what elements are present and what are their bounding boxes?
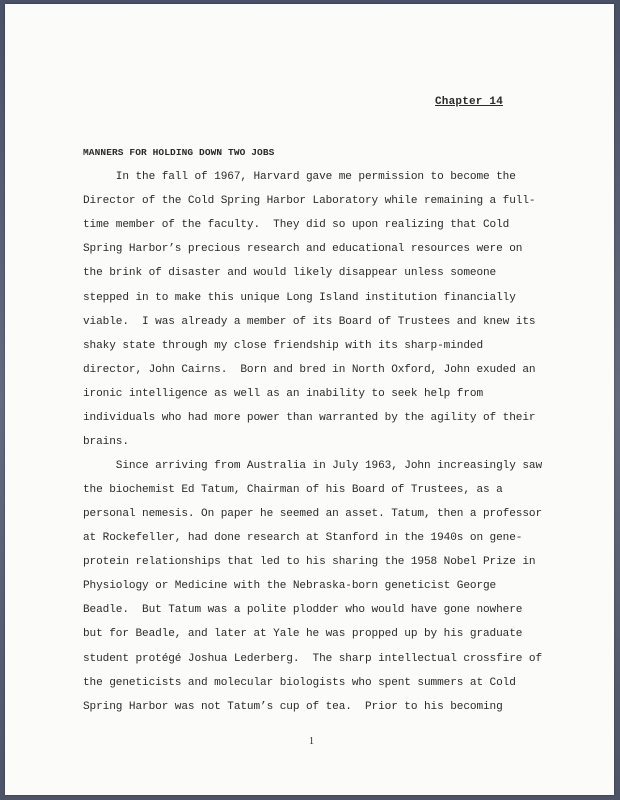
- text-line: but for Beadle, and later at Yale he was propped up by his graduate: [83, 628, 523, 640]
- text-line: shaky state through my close friendship with its sharp-minded: [83, 340, 483, 352]
- text-line: protein relationships that led to his sharing the 1958 Nobel Prize in: [83, 556, 536, 568]
- text-line: ironic intelligence as well as an inability to seek help from: [83, 388, 483, 400]
- text-line: Spring Harbor’s precious research and educational resources were on: [83, 243, 523, 255]
- text-line: director, John Cairns. Born and bred in North Oxford, John exuded an: [83, 364, 536, 376]
- text-line: at Rockefeller, had done research at Stanford in the 1940s on gene-: [83, 532, 523, 544]
- text-line: Physiology or Medicine with the Nebraska-born geneticist George: [83, 580, 497, 592]
- text-line: the biochemist Ed Tatum, Chairman of his Board of Trustees, as a: [83, 484, 503, 496]
- text-line: individuals who had more power than warranted by the agility of their: [83, 412, 536, 424]
- section-heading: MANNERS FOR HOLDING DOWN TWO JOBS: [83, 147, 275, 158]
- text-line: the geneticists and molecular biologists who spent summers at Cold: [83, 677, 516, 689]
- text-line: student protégé Joshua Lederberg. The sharp intellectual crossfire of: [83, 653, 543, 665]
- text-line: stepped in to make this unique Long Island institution financially: [83, 292, 516, 304]
- text-line: Since arriving from Australia in July 1963, John increasingly saw: [83, 460, 543, 472]
- text-line: time member of the faculty. They did so upon realizing that Cold: [83, 219, 510, 231]
- text-line: brains.: [83, 436, 129, 448]
- text-line: viable. I was already a member of its Board of Trustees and knew its: [83, 316, 536, 328]
- chapter-label: Chapter 14: [435, 96, 504, 108]
- manuscript-page: [5, 4, 614, 795]
- text-line: Spring Harbor was not Tatum’s cup of tea. Prior to his becoming: [83, 701, 503, 713]
- text-line: Beadle. But Tatum was a polite plodder who would have gone nowhere: [83, 604, 523, 616]
- text-line: personal nemesis. On paper he seemed an asset. Tatum, then a professor: [83, 508, 543, 520]
- page-number: 1: [309, 736, 314, 747]
- text-line: the brink of disaster and would likely disappear unless someone: [83, 267, 497, 279]
- text-line: In the fall of 1967, Harvard gave me permission to become the: [83, 171, 516, 183]
- text-line: Director of the Cold Spring Harbor Laboratory while remaining a full-: [83, 195, 536, 207]
